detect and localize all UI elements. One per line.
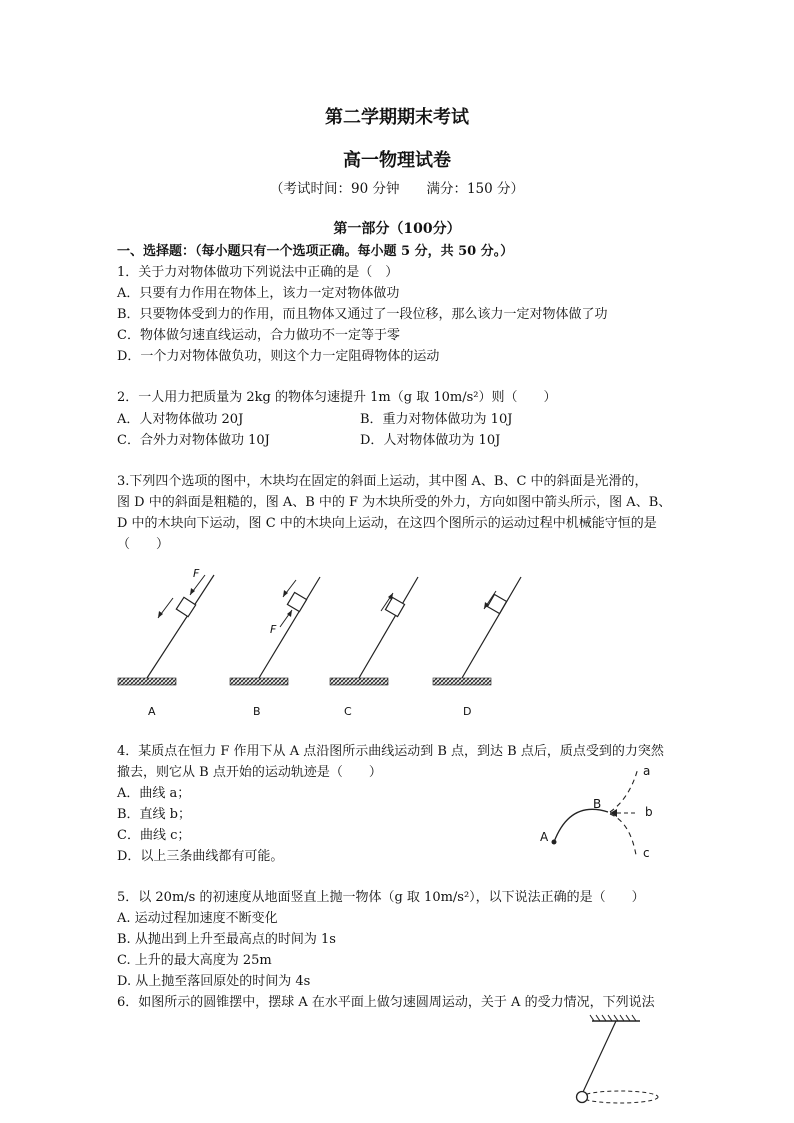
q6-stem: 6．如图所示的圆锥摆中，摆球 A 在水平面上做匀速圆周运动，关于 A 的受力情况，下列说法: [117, 995, 655, 1010]
ground-hatch-a: [118, 678, 176, 685]
q4-option-b: B．直线 b；: [117, 807, 192, 822]
q2-option-c: C．合外力对物体做功 10J: [117, 433, 270, 448]
q4-line-1: 4．某质点在恒力 F 作用下从 A 点沿图所示曲线运动到 B 点，到达 B 点后，质点受到的力突然: [117, 744, 664, 759]
q5-stem: 5．以 20m/s 的初速度从地面竖直上抛一物体（g 取 10m/s²），以下说法正确的是（ ）: [117, 890, 645, 905]
path-a-dashed: [610, 768, 638, 812]
q4-option-c: C．曲线 c；: [117, 828, 191, 843]
incline-figure-d: [433, 577, 521, 685]
incline-figure-c: [330, 577, 418, 685]
q4-label-a: a: [643, 764, 651, 778]
q3-incline-figures: [0, 555, 794, 715]
ceiling-hatch: [590, 1015, 636, 1021]
q1-option-c: C．物体做匀速直线运动，合力做功不一定等于零: [117, 328, 400, 343]
q1-stem: 1．关于力对物体做功下列说法中正确的是（ ）: [117, 265, 399, 280]
q3-figure-label-c: C: [344, 705, 352, 718]
q5-option-c: C. 上升的最大高度为 25m: [117, 953, 272, 968]
pendulum-string: [583, 1021, 616, 1092]
q4-label-c: c: [643, 846, 650, 860]
block-d: [487, 594, 506, 613]
q4-label-b-point: B: [593, 797, 602, 811]
exam-title: 第二学期期末考试: [325, 107, 469, 128]
q1-option-d: D．一个力对物体做负功，则这个力一定阻碍物体的运动: [117, 349, 440, 364]
q3-force-label-b: F: [270, 623, 277, 636]
incline-line-d: [462, 577, 521, 678]
ground-hatch-d: [433, 678, 491, 685]
pendulum-bob: [577, 1092, 588, 1103]
ground-hatch-c: [330, 678, 388, 685]
block-b: [287, 592, 306, 611]
exam-info: （考试时间：90 分钟 满分：150 分）: [269, 181, 525, 197]
path-c-dashed: [610, 814, 636, 855]
point-a-dot: [552, 840, 557, 845]
q4-option-a: A．曲线 a；: [117, 786, 191, 801]
q1-option-b: B．只要物体受到力的作用，而且物体又通过了一段位移，那么该力一定对物体做了功: [117, 307, 608, 322]
q2-option-d: D．人对物体做功为 10J: [360, 433, 501, 448]
part-title: 第一部分（100分）: [333, 221, 461, 237]
incline-line-c: [359, 577, 418, 678]
q4-line-2: 撤去，则它从 B 点开始的运动轨迹是（ ）: [117, 765, 382, 780]
section-heading: 一、选择题：（每小题只有一个选项正确。每小题 5 分，共 50 分。）: [117, 244, 514, 259]
q3-line-2: 图 D 中的斜面是粗糙的，图 A、B 中的 F 为木块所受的外力，方向如图中箭头所示，图 A、B、: [117, 495, 672, 510]
q3-figure-label-a: A: [148, 705, 156, 718]
incline-line-b: [259, 577, 320, 678]
q2-stem: 2．一人用力把质量为 2kg 的物体匀速提升 1m（g 取 10m/s²）则（ ）: [117, 390, 557, 405]
q5-option-b: B. 从抛出到上升至最高点的时间为 1s: [117, 932, 336, 947]
q1-option-a: A．只要有力作用在物体上，该力一定对物体做功: [117, 286, 400, 301]
q5-option-a: A. 运动过程加速度不断变化: [117, 911, 278, 926]
q3-line-4: （ ）: [117, 537, 170, 552]
q3-line-1: 3.下列四个选项的图中，木块均在固定的斜面上运动，其中图 A、B、C 中的斜面是光滑的，: [117, 474, 648, 489]
exam-subtitle: 高一物理试卷: [343, 150, 451, 171]
q3-figure-label-d: D: [463, 705, 472, 718]
incline-line-a: [147, 575, 214, 678]
block-a: [176, 597, 195, 616]
q2-option-b: B．重力对物体做功为 10J: [360, 412, 513, 427]
q6-conical-pendulum-figure: [570, 1015, 680, 1115]
q2-option-a: A．人对物体做功 20J: [117, 412, 244, 427]
q3-force-label-a: F: [193, 567, 200, 580]
ground-hatch-b: [230, 678, 288, 685]
q4-label-a-point: A: [540, 830, 549, 844]
q5-option-d: D. 从上抛至落回原处的时间为 4s: [117, 974, 311, 989]
q3-figure-label-b: B: [253, 705, 261, 718]
q4-label-b: b: [645, 805, 653, 819]
incline-figure-a: [118, 575, 214, 685]
q4-option-d: D．以上三条曲线都有可能。: [117, 849, 284, 864]
circular-path-dashed: [582, 1091, 658, 1103]
trajectory-curve-ab: [554, 809, 608, 842]
q3-line-3: D 中的木块向下运动，图 C 中的木块向上运动，在这四个图所示的运动过程中机械能守恒的是: [117, 516, 657, 531]
